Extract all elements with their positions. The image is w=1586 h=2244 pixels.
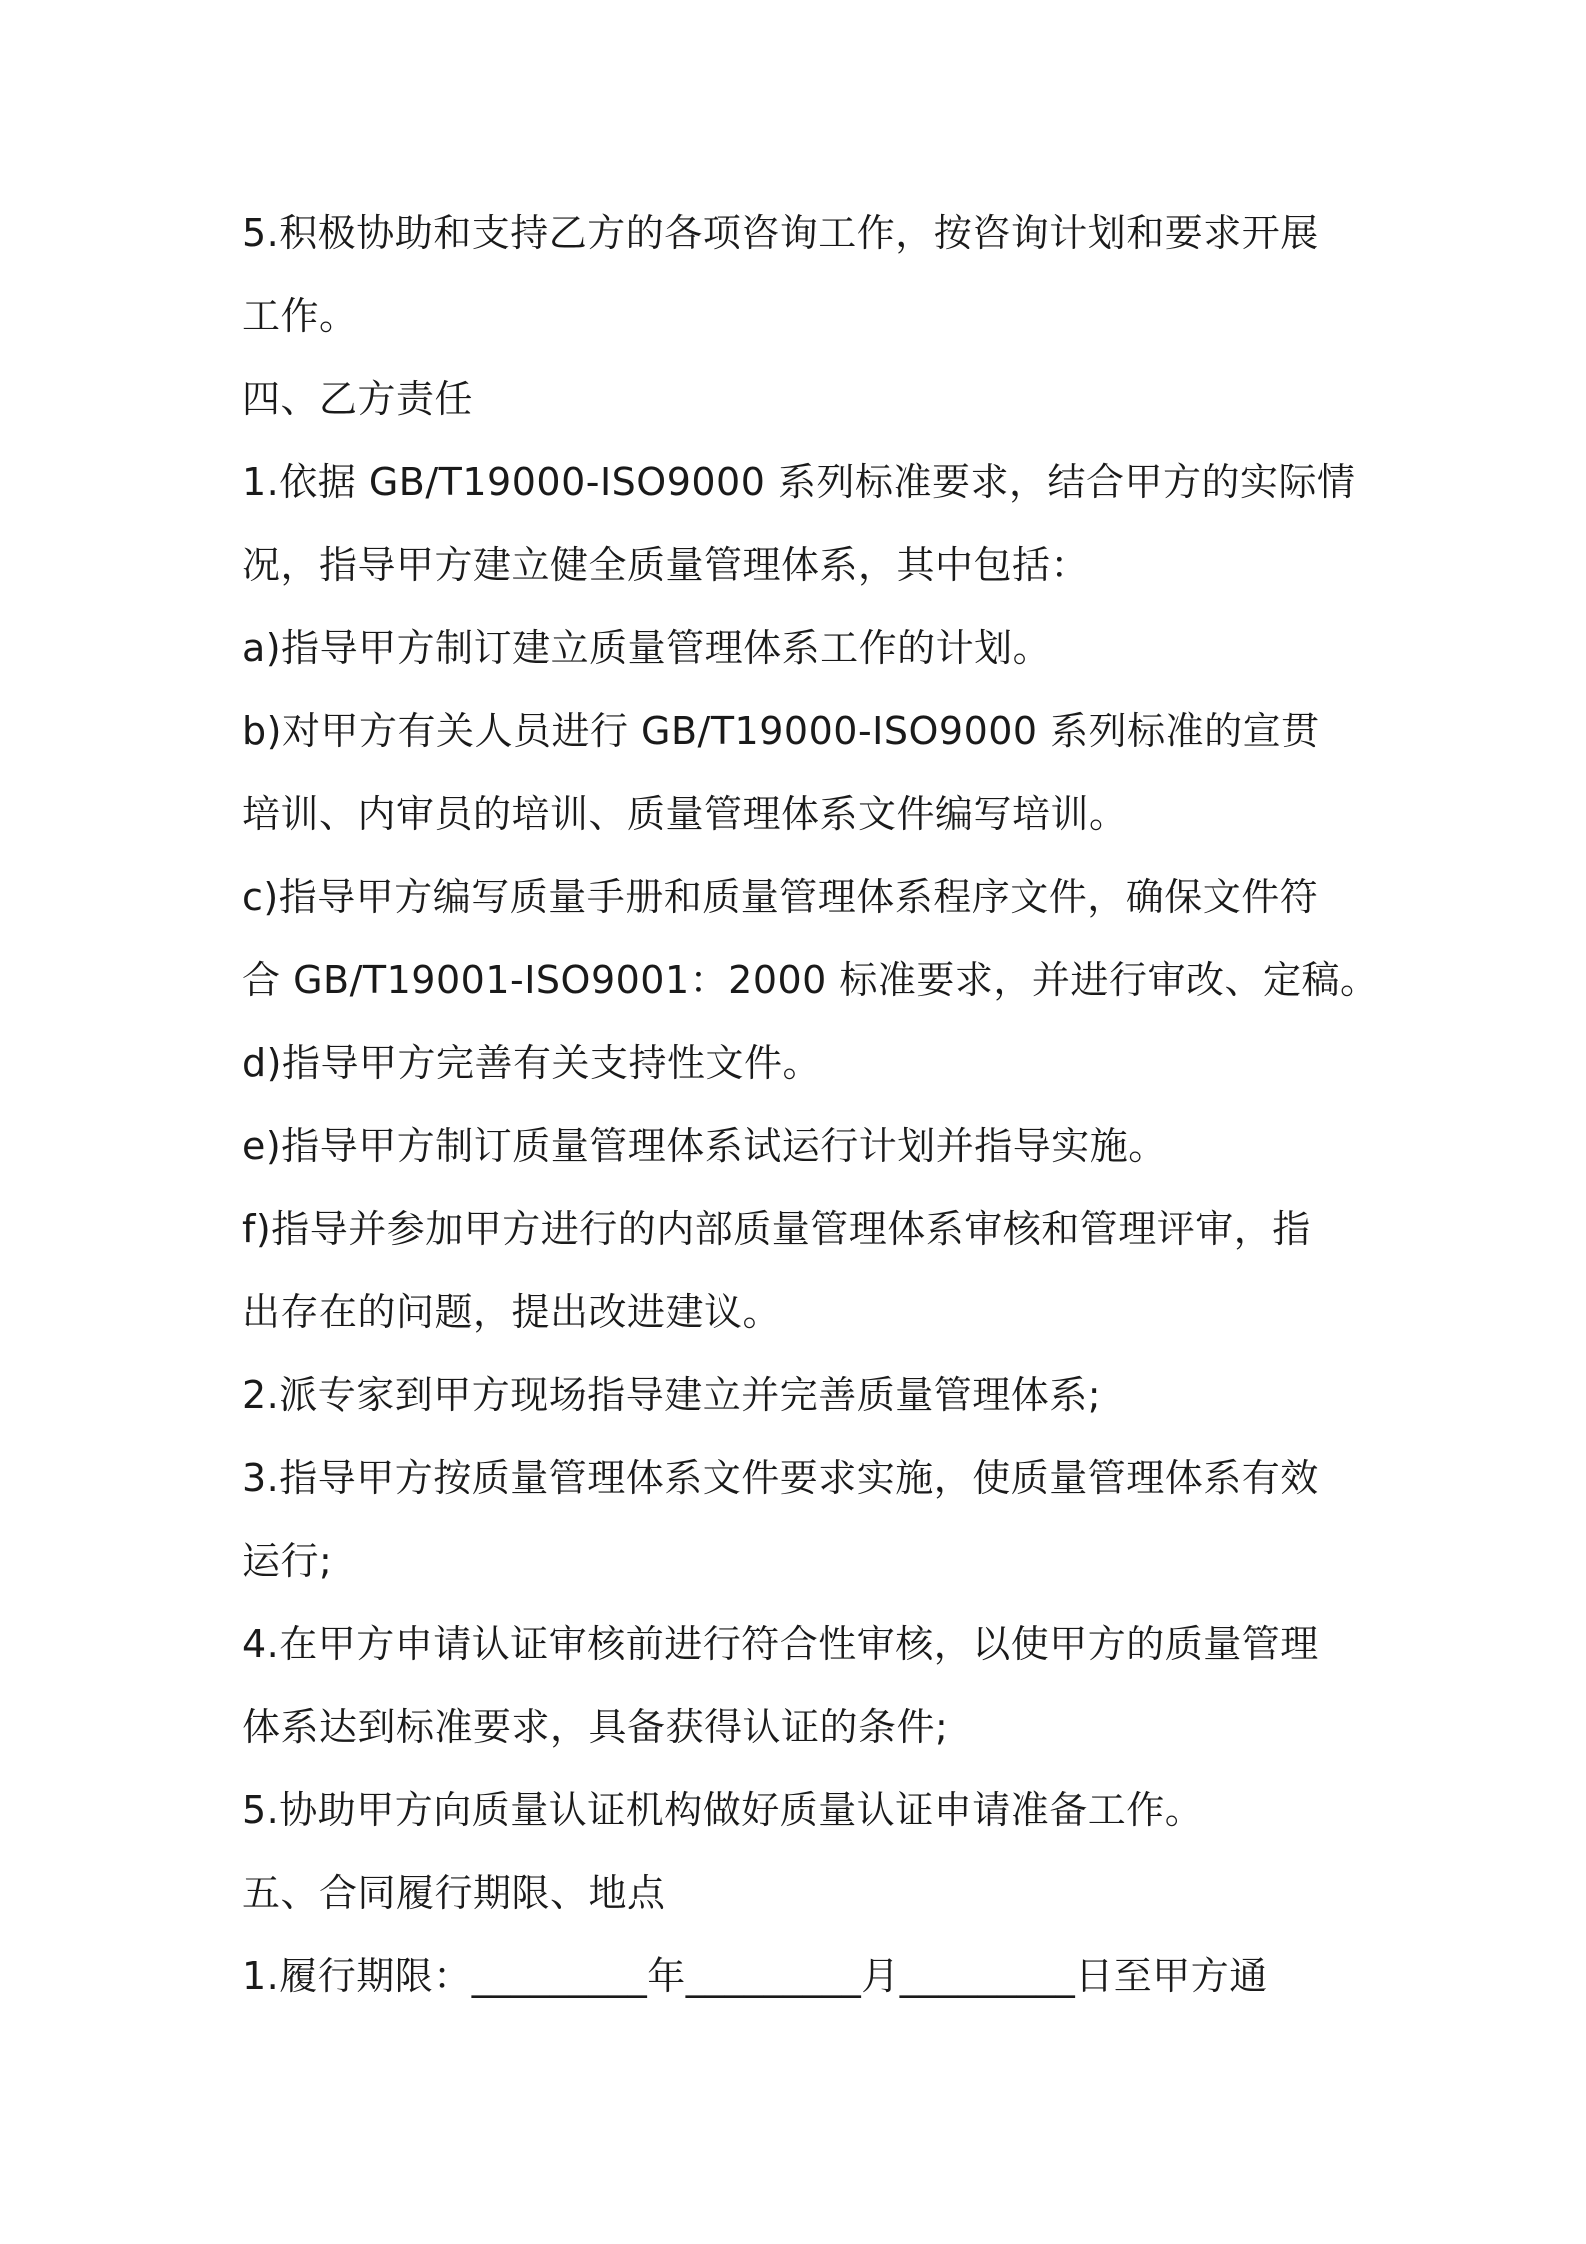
- text-line: f)指导并参加甲方进行的内部质量管理体系审核和管理评审，指: [242, 1207, 1311, 1251]
- text-line: 4.在甲方申请认证审核前进行符合性审核，以使甲方的质量管理: [242, 1622, 1319, 1666]
- text-line: 出存在的问题，提出改进建议。: [242, 1290, 782, 1334]
- text-line: 5.协助甲方向质量认证机构做好质量认证申请准备工作。: [242, 1788, 1204, 1832]
- text-line: 工作。: [242, 294, 358, 338]
- text-line: 培训、内审员的培训、质量管理体系文件编写培训。: [242, 792, 1128, 836]
- text-line: 运行;: [242, 1539, 333, 1583]
- section-heading: 四、乙方责任: [242, 377, 474, 421]
- text-line: d)指导甲方完善有关支持性文件。: [242, 1041, 821, 1085]
- document-body: [242, 192, 1379, 2018]
- text-line: a)指导甲方制订建立质量管理体系工作的计划。: [242, 626, 1052, 670]
- text-line: e)指导甲方制订质量管理体系试运行计划并指导实施。: [242, 1124, 1167, 1168]
- text-line: 2.派专家到甲方现场指导建立并完善质量管理体系;: [242, 1373, 1102, 1417]
- text-line: c)指导甲方编写质量手册和质量管理体系程序文件，确保文件符: [242, 875, 1319, 919]
- text-line: b)对甲方有关人员进行 GB/T19000-ISO9000 系列标准的宣贯: [242, 709, 1320, 753]
- text-line: 合 GB/T19001-ISO9001：2000 标准要求，并进行审改、定稿。: [242, 958, 1379, 1002]
- text-line: 3.指导甲方按质量管理体系文件要求实施，使质量管理体系有效: [242, 1456, 1319, 1500]
- text-line: 1.依据 GB/T19000-ISO9000 系列标准要求，结合甲方的实际情: [242, 460, 1356, 504]
- section-heading: 五、合同履行期限、地点: [242, 1871, 666, 1915]
- text-line: 体系达到标准要求，具备获得认证的条件;: [242, 1705, 949, 1749]
- text-line: 况，指导甲方建立健全质量管理体系，其中包括：: [242, 543, 1090, 587]
- text-line: 5.积极协助和支持乙方的各项咨询工作，按咨询计划和要求开展: [242, 211, 1319, 255]
- text-line: 1.履行期限：_________年_________月_________日至甲方通: [242, 1954, 1268, 1998]
